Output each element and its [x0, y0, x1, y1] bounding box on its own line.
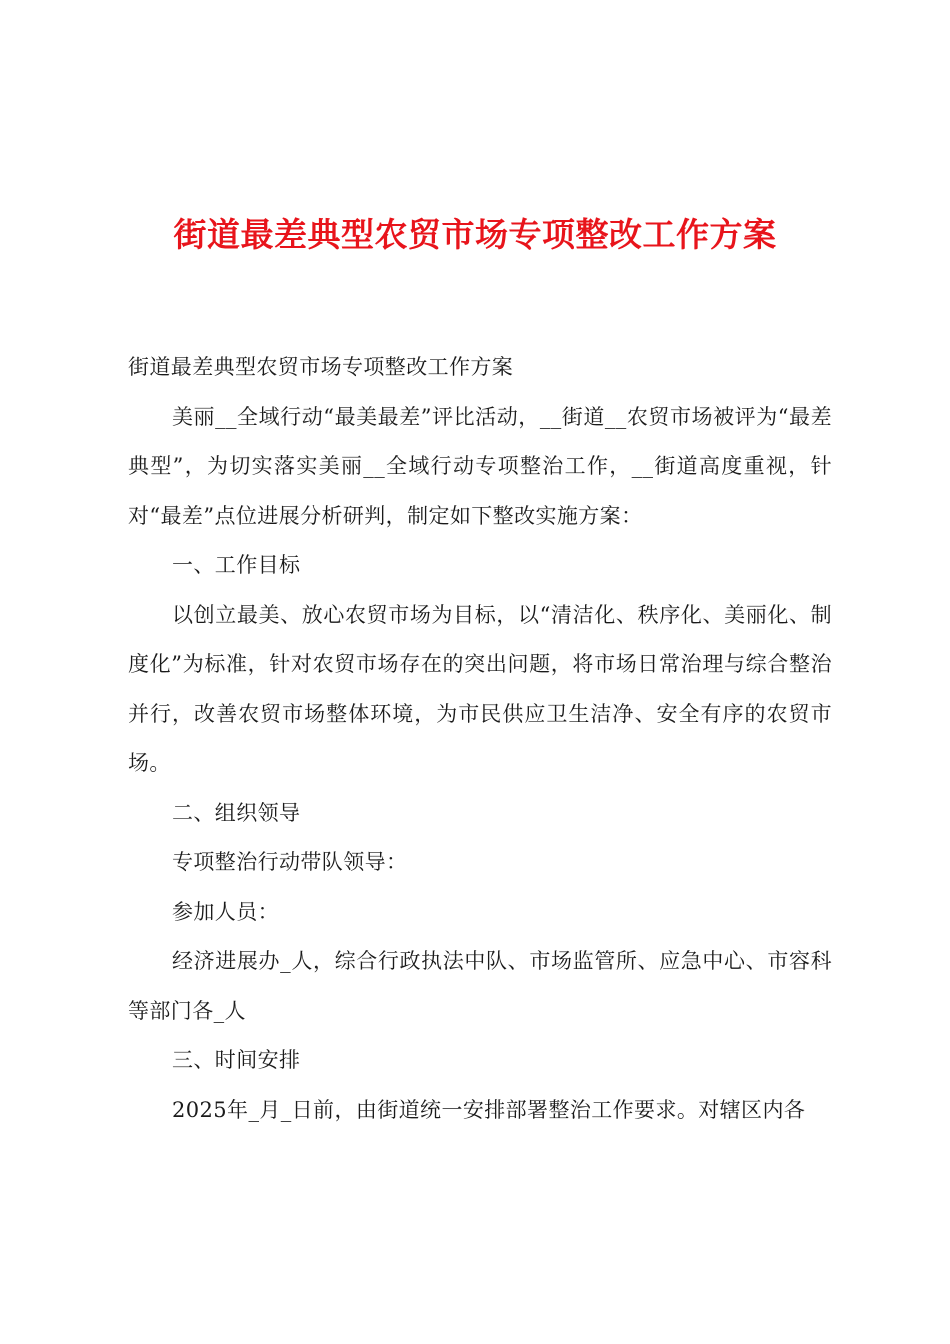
- intro-paragraph: 美丽__全域行动“最美最差”评比活动，__街道__农贸市场被评为“最差典型”，为切实落实美丽__全域行动专项整治工作，__街道高度重视，针对“最差”点位进展分析研判，制定如下整改实施方案：: [128, 404, 832, 528]
- section-heading-schedule: 三、时间安排: [172, 1048, 301, 1072]
- leader-line: 专项整治行动带队领导：: [172, 850, 408, 874]
- document-title: 街道最差典型农贸市场专项整改工作方案: [173, 215, 777, 254]
- section-heading-goal: 一、工作目标: [172, 553, 301, 577]
- participants-detail: 经济进展办_人，综合行政执法中队、市场监管所、应急中心、市容科等部门各_人: [128, 949, 832, 1023]
- schedule-paragraph: 2025年_月_日前，由街道统一安排部署整治工作要求。对辖区内各: [172, 1097, 806, 1122]
- body-heading: 街道最差典型农贸市场专项整改工作方案: [128, 355, 514, 379]
- document-body: [128, 343, 832, 1135]
- participants-line: 参加人员：: [172, 899, 279, 924]
- section-heading-organization: 二、组织领导: [172, 800, 301, 825]
- goal-paragraph: 以创立最美、放心农贸市场为目标，以“清洁化、秩序化、美丽化、制度化”为标准，针对农贸市场存在的突出问题，将市场日常治理与综合整治并行，改善农贸市场整体环境，为市民供应卫生洁净、安全有序的农贸市场。: [128, 602, 832, 775]
